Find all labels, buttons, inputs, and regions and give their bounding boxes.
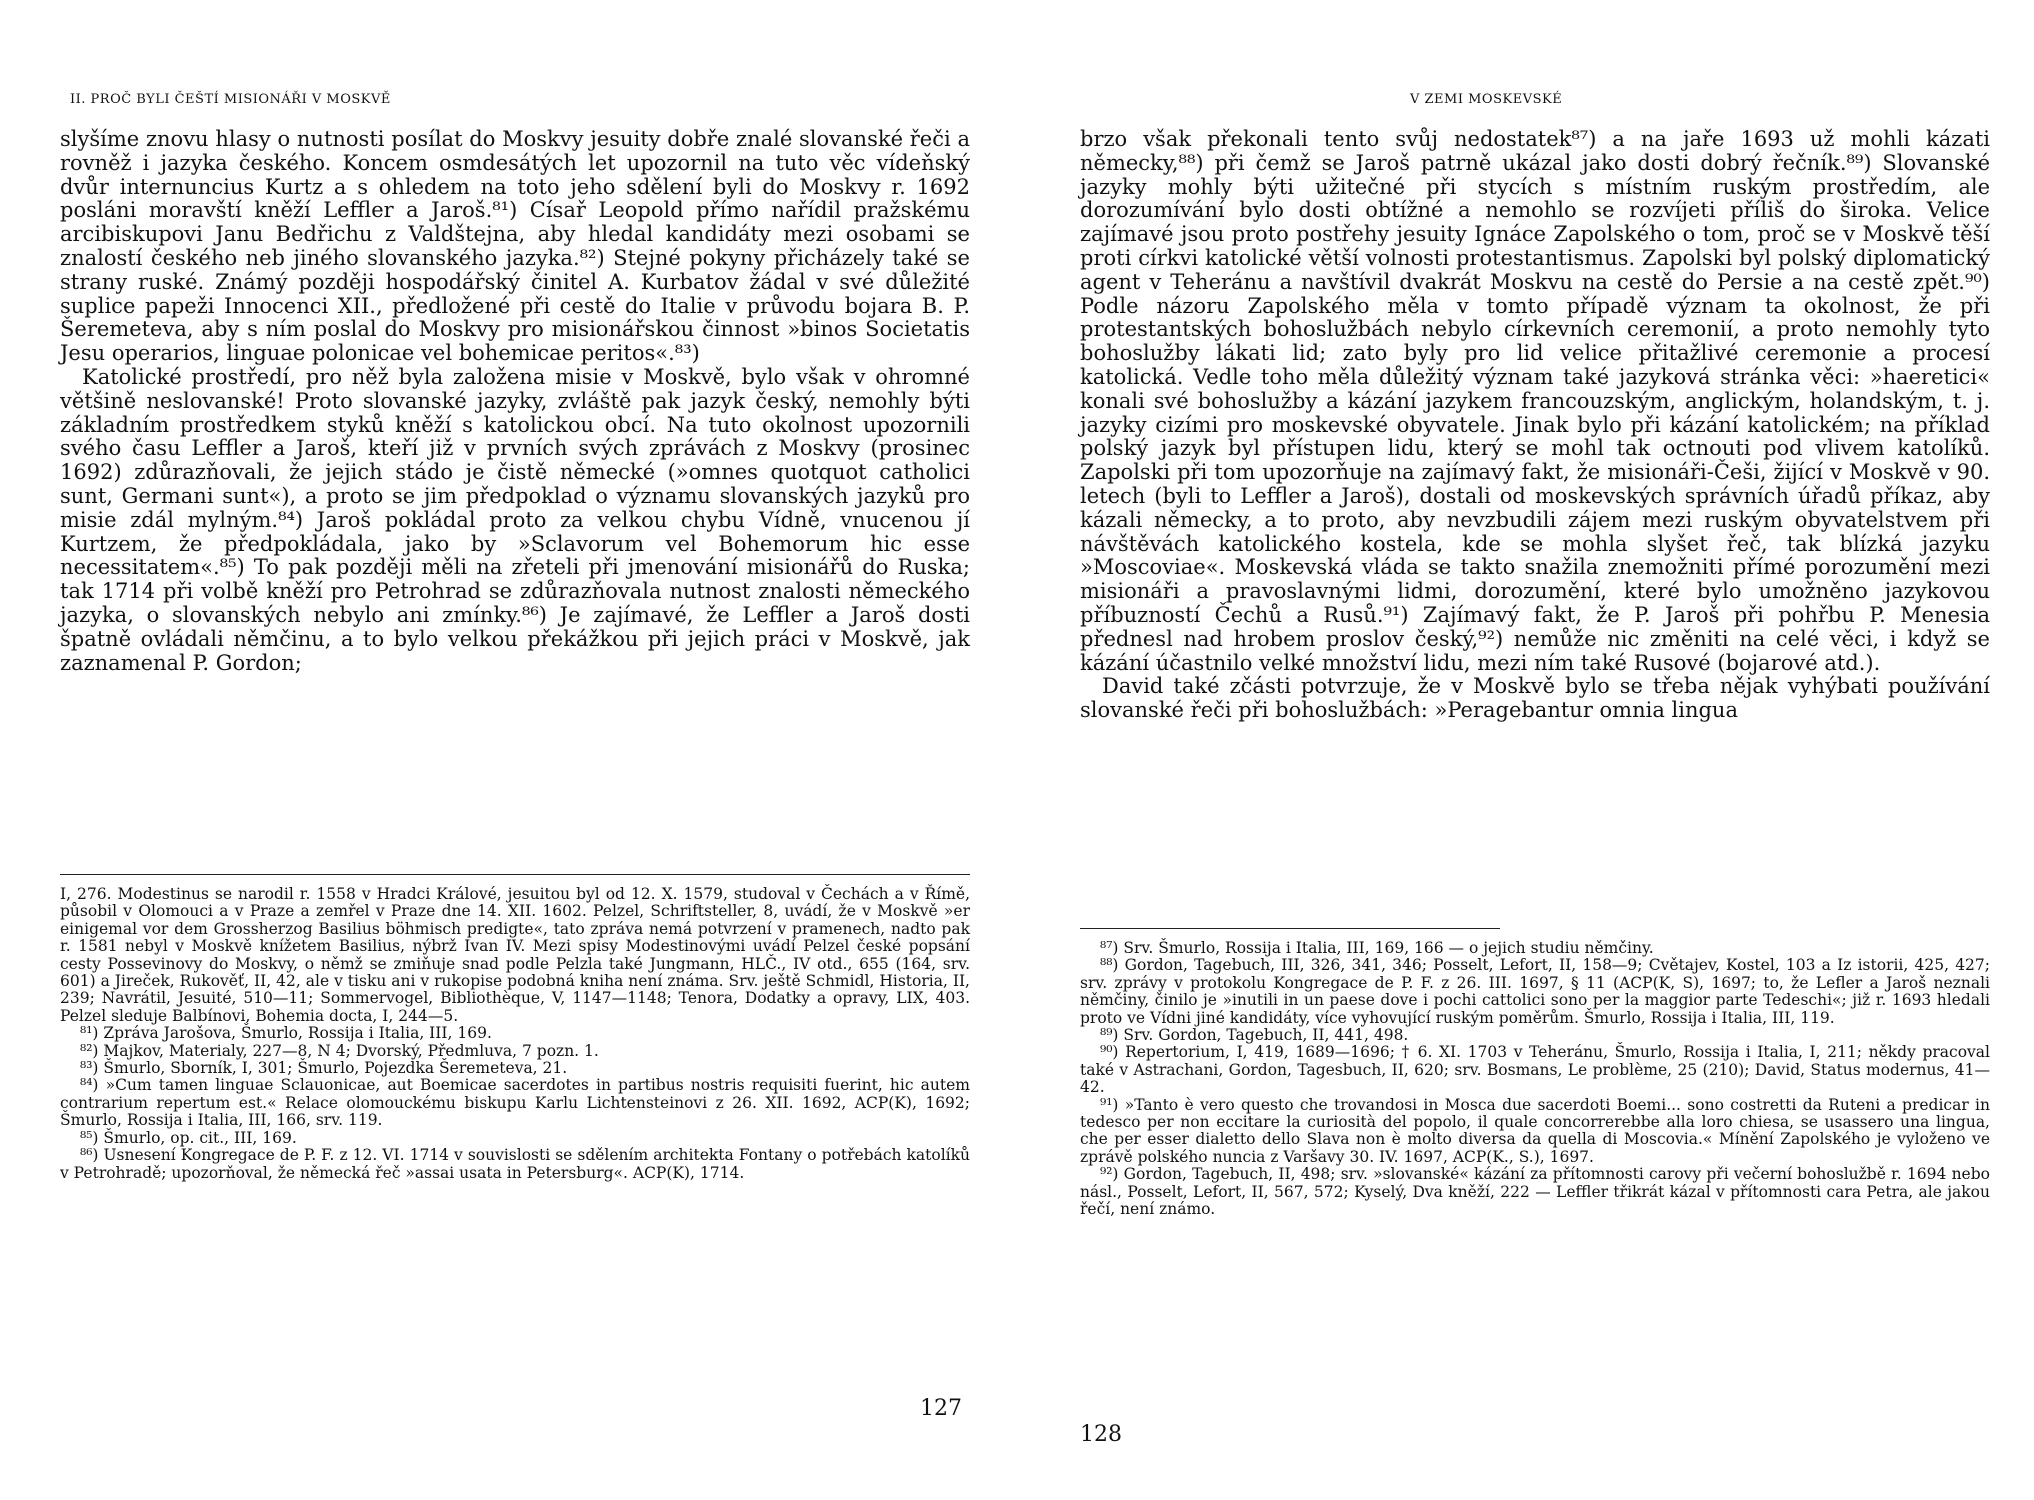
footnote: ⁸⁴) »Cum tamen linguae Sclauonicae, aut Boemicae sacerdotes in partibus nostris requisiti fuerint, hic autem contrarium repertum est.« Relace olomouckému biskupu Karlu Lichtensteinovi z 26. XII. 1692, ACP(K), 1692; Šmurlo, Rossija i Italia, III, 166, srv. 119. <box>60 1076 970 1130</box>
main-text-right <box>1080 128 1990 723</box>
footnote: ⁸³) Šmurlo, Sborník, I, 301; Šmurlo, Pojezdka Šeremeteva, 21. <box>80 1059 568 1078</box>
left-page <box>60 0 970 1500</box>
footnote: I, 276. Modestinus se narodil r. 1558 v Hradci Králové, jesuitou byl od 12. X. 1579, studoval v Čechách a v Římě, působil v Olomouci a v Praze a zemřel v Praze dne 14. XII. 1602. Pelzel, Schriftsteller, 8, uvádí, že v Moskvě »er einigemal vor dem Grossherzog Basilius böhmisch predigte«, tato zpráva nemá potvrzení v pramenech, nadto pak r. 1581 nebyl v Moskvě knížetem Basilius, nýbrž Ivan IV. Mezi spisy Modestinovými uvádí Pelzel české popsání cesty Possevinovy do Moskvy, o němž se zmiňuje snad podle Pelzla také Jungmann, HLČ., IV otd., 655 (164, srv. 601) a Jireček, Rukověť, II, 42, ale v tisku ani v rukopise podobná kniha není známa. Srv. ještě Schmidl, Historia, II, 239; Navrátil, Jesuité, 510—11; Sommervogel, Bibliothèque, V, 1147—1148; Tenora, Dodatky a opravy, LIX, 403. Pelzel sleduje Balbínovi, Bohemia docta, I, 244—5. <box>60 885 970 1025</box>
footnote: ⁸¹) Zpráva Jarošova, Šmurlo, Rossija i Italia, III, 169. <box>80 1024 492 1043</box>
footnotes-left <box>60 886 970 1182</box>
footnote-separator <box>60 874 970 875</box>
paragraph: David také zčásti potvrzuje, že v Moskvě bylo se třeba nějak vyhýbati používání slovanské řeči při bohoslužbách: »Peragebantur omnia lingua <box>1080 674 1990 723</box>
footnote: ⁸⁶) Usnesení Kongregace de P. F. z 12. VI. 1714 v souvislosti se sdělením architekta Fontany o potřebách katolíků v Petrohradě; upozorňoval, že německá řeč »assai usata in Petersburg«. ACP(K), 1714. <box>60 1146 970 1182</box>
paragraph: slyšíme znovu hlasy o nutnosti posílat do Moskvy jesuity dobře znalé slovanské řeči a rovněž i jazyka českého. Koncem osmdesátých let upozornil na tuto věc vídeňský dvůr internuncius Kurtz a s ohledem na toto jeho sdělení byli do Moskvy r. 1692 posláni moravští kněží Leffler a Jaroš.⁸¹) Císař Leopold přímo nařídil pražskému arcibiskupovi Janu Bedřichu z Valdštejna, aby hledal kandidáty mezi osobami se znalostí českého neb jiného slovanského jazyka.⁸²) Stejné pokyny přicházely také se strany ruské. Známý později hospodářský činitel A. Kurbatov žádal v své důležité suplice papeži Innocenci XII., předložené při cestě do Italie v průvodu bojara B. P. Šeremeteva, aby s ním poslal do Moskvy pro misionářskou činnost »binos Societatis Jesu operarios, linguae polonicae vel bohemicae peritos«.⁸³) <box>60 127 970 366</box>
footnote: ⁸²) Majkov, Materialy, 227—8, N 4; Dvorský, Předmluva, 7 pozn. 1. <box>80 1041 599 1060</box>
right-page <box>1080 0 1990 1500</box>
paragraph: brzo však překonali tento svůj nedostatek⁸⁷) a na jaře 1693 už mohli kázati německy,⁸⁸) při čemž se Jaroš patrně ukázal jako dosti dobrý řečník.⁸⁹) Slovanské jazyky mohly býti užitečné při stycích s místním ruským prostředím, ale dorozumívání bylo dosti obtížné a nemohlo se rozvíjeti příliš do široka. Velice zajímavé jsou proto postřehy jesuity Ignáce Zapolského o tom, proč se v Moskvě těší proti církvi katolické větší volnosti protestantismus. Zapolski byl polský diplomatický agent v Teheránu a navštívil dvakrát Moskvu na cestě do Persie a na cestě zpět.⁹⁰) Podle názoru Zapolského měla v tomto případě význam ta okolnost, že při protestantských bohoslužbách nebylo církevních ceremonií, a proto nemohly tyto bohoslužby lákati lid; zato byly pro lid velice přitažlivé ceremonie a procesí katolická. Vedle toho měla důležitý význam také jazyková stránka věci: »haeretici« konali své bohoslužby a kázání jazykem francouzským, anglickým, holandským, t. j. jazyky cizími pro moskevské obyvatele. Jinak bylo při kázání katolickém; na příklad polský jazyk byl přístupen lidu, který se mohl tak octnouti pod vlivem katolíků. Zapolski při tom upozorňuje na zajímavý fakt, že misionáři-Češi, žijící v Moskvě v 90. letech (byli to Leffler a Jaroš), dostali od moskevských správních úřadů příkaz, aby kázali německy, a to proto, aby nevzbudili zájem mezi ruským obyvatelstvem při návštěvách katolického kostela, kde se mohla slyšet řeč, tak blízká jazyku »Moscoviae«. Moskevská vláda se takto snažila znemožniti přímé porozumění mezi misionáři a pravoslavnými lidmi, dorozumění, které bylo umožněno jazykovou příbuzností Čechů a Rusů.⁹¹) Zajímavý fakt, že P. Jaroš při pohřbu P. Menesia přednesl nad hrobem proslov český,⁹²) nemůže nic změniti na celé věci, i když se kázání účastnilo velké množství lidu, mezi ním také Rusové (bojarové atd.). <box>1080 127 1990 675</box>
footnote: ⁹⁰) Repertorium, I, 419, 1689—1696; † 6. XI. 1703 v Teheránu, Šmurlo, Rossija i Italia, I, 211; někdy pracoval také v Astrachani, Gordon, Tagesbuch, II, 620; srv. Bosmans, Le problème, 25 (210); David, Status modernus, 41—42. <box>1080 1043 1990 1097</box>
running-head-right: V ZEMI MOSKEVSKÉ <box>1410 92 1563 107</box>
paragraph: Katolické prostředí, pro něž byla založena misie v Moskvě, bylo však v ohromné většině neslovanské! Proto slovanské jazyky, zvláště pak jazyk český, nemohly býti základním prostředkem styků kněží s katolickou obcí. Na tuto okolnost upozornili svého času Leffler a Jaroš, kteří již v prvních svých zprávách z Moskvy (prosinec 1692) zdůrazňovali, že jejich stádo je čistě německé (»omnes quotquot catholici sunt, Germani sunt«), a proto se jim předpoklad o významu slovanských jazyků pro misie zdál mylným.⁸⁴) Jaroš pokládal proto za velkou chybu Vídně, vnucenou jí Kurtzem, že předpokládala, jako by »Sclavorum vel Bohemorum hic esse necessitatem«.⁸⁵) To pak později měli na zřeteli při jmenování misionářů do Ruska; tak 1714 při volbě kněží pro Petrohrad se zdůrazňovala nutnost znalosti německého jazyka, o slovanských nebylo ani zmínky.⁸⁶) Je zajímavé, že Leffler a Jaroš dosti špatně ovládali němčinu, a to bylo velkou překážkou při jejich práci v Moskvě, jak zaznamenal P. Gordon; <box>60 364 970 675</box>
footnote: ⁸⁷) Srv. Šmurlo, Rossija i Italia, III, 169, 166 — o jejich studiu němčiny. <box>1100 939 1654 957</box>
footnote: ⁸⁵) Šmurlo, op. cit., III, 169. <box>80 1128 297 1147</box>
page-number-right: 128 <box>1080 1422 1122 1447</box>
footnotes-right <box>1080 940 1990 1219</box>
main-text-left <box>60 128 970 675</box>
footnote: ⁹¹) »Tanto è vero questo che trovandosi in Mosca due sacerdoti Boemi... sono costretti da Ruteni a predicar in tedesco per non eccitare la curiosità del popolo, il quale concorrerebbe alla loro chiesa, se usassero una lingua, che per esser dialetto dello Slava non è molto diversa da quella di Moscovia.« Mínění Zapolského je vyloženo ve zprávě polského nuncia z Varšavy 30. IV. 1697, ACP(K., S.), 1697. <box>1080 1095 1990 1166</box>
page-number-left: 127 <box>920 1396 962 1421</box>
running-head-left: II. PROČ BYLI ČEŠTÍ MISIONÁŘI V MOSKVĚ <box>70 92 391 107</box>
footnote: ⁸⁹) Srv. Gordon, Tagebuch, II, 441, 498. <box>1100 1026 1409 1045</box>
footnote-separator <box>1080 928 1500 929</box>
footnote: ⁸⁸) Gordon, Tagebuch, III, 326, 341, 346; Posselt, Lefort, II, 158—9; Cvětajev, Kostel, 103 a Iz istorii, 425, 427; srv. zprávy v protokolu Kongregace de P. F. z 26. III. 1697, § 11 (ACP(K, S), 1697; to, že Lefler a Jaroš neznali němčiny, činilo je »inutili in un paese dove i pochi cattolici sono per la maggior parte Tedeschi«; již r. 1693 hledali proto ve Vídni jiné kandidáty, více vyhovující ruským poměrům. Šmurlo, Rossija i Italia, III, 119. <box>1080 956 1990 1027</box>
footnote: ⁹²) Gordon, Tagebuch, II, 498; srv. »slovanské« kázání za přítomnosti carovy při večerní bohoslužbě r. 1694 nebo násl., Posselt, Lefort, II, 567, 572; Kyselý, Dva kněží, 222 — Leffler třikrát kázal v přítomnosti cara Petra, ale jakou řečí, není známo. <box>1080 1165 1990 1219</box>
